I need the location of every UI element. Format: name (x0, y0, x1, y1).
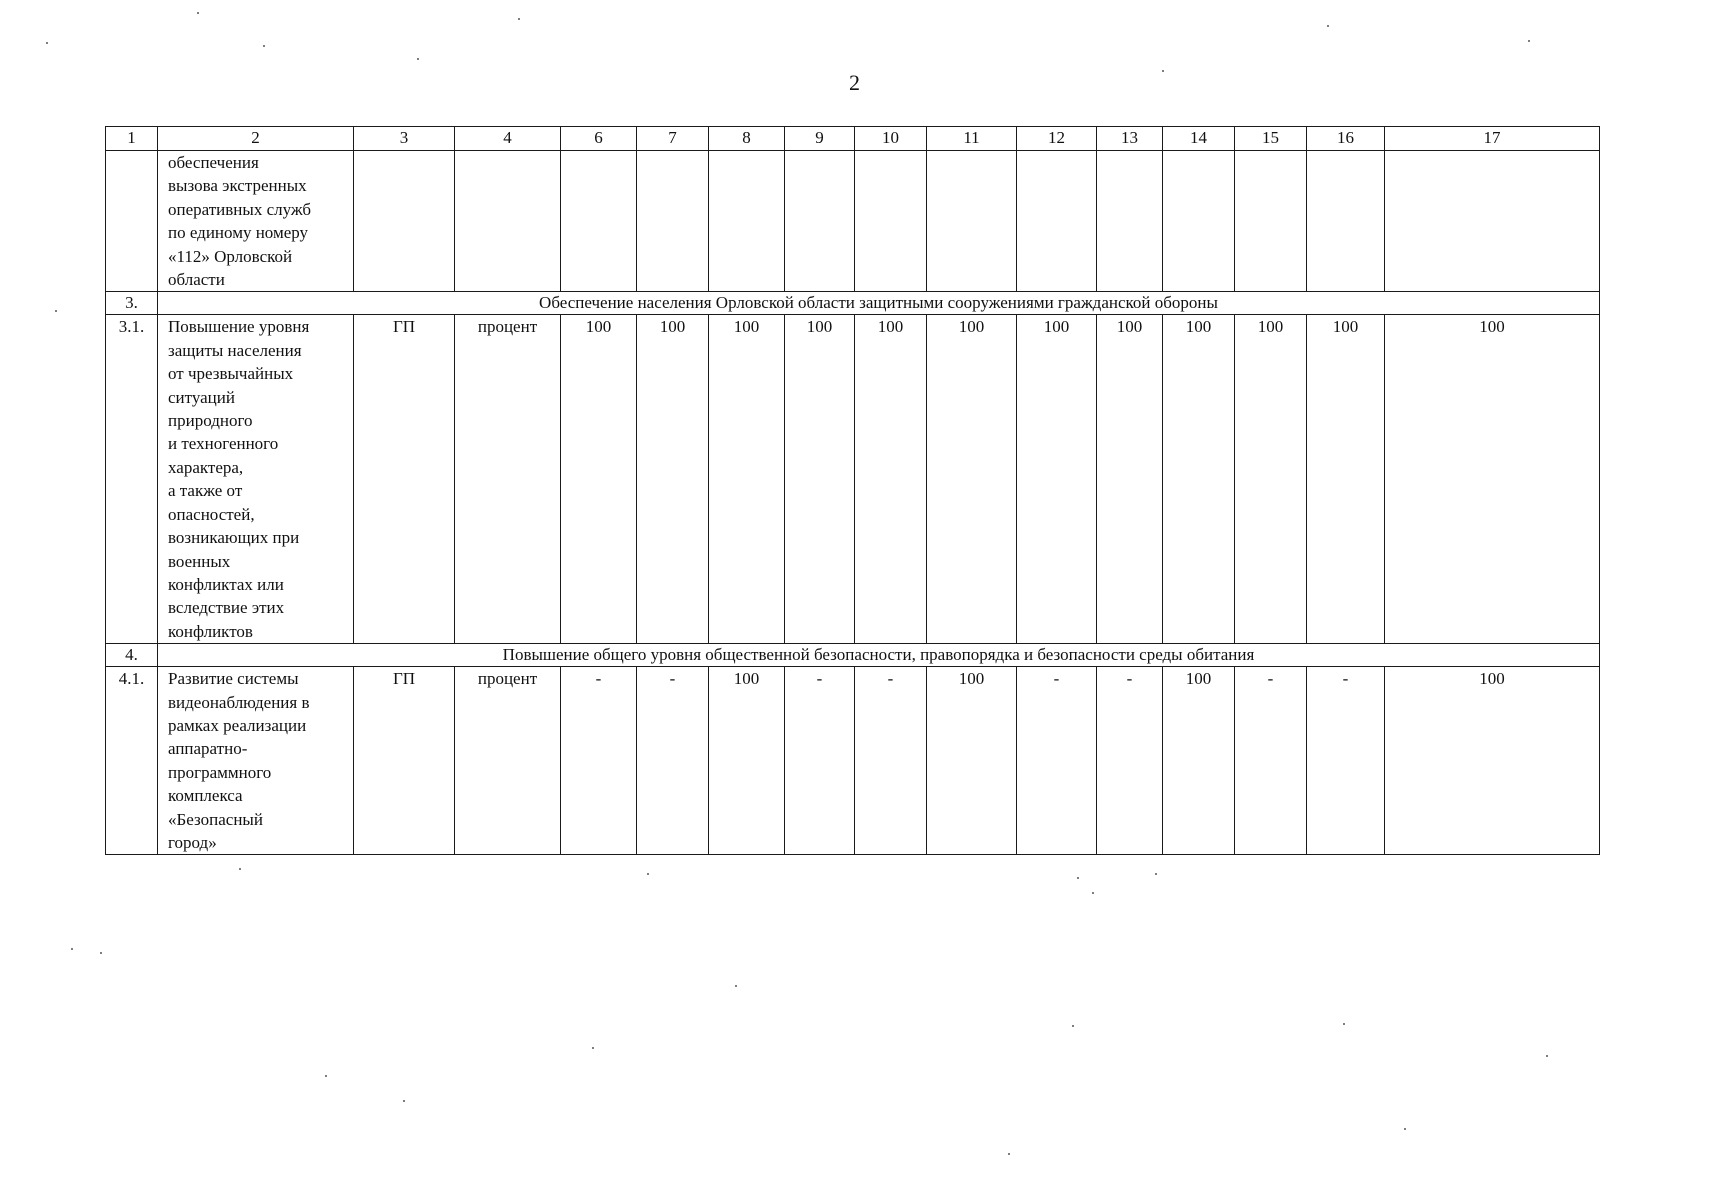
section-row (106, 644, 1600, 667)
indicator-value: 100 (1235, 315, 1307, 644)
scan-speck (239, 868, 241, 870)
indicator-value: - (561, 667, 637, 855)
row-number: 4.1. (106, 667, 158, 855)
scan-speck (1092, 892, 1094, 894)
scan-speck (1072, 1025, 1074, 1027)
indicator-value: - (1307, 667, 1385, 855)
header-cell: 1 (106, 127, 158, 151)
indicator-value (1235, 151, 1307, 292)
header-cell: 17 (1385, 127, 1600, 151)
header-cell: 6 (561, 127, 637, 151)
scan-speck (1008, 1153, 1010, 1155)
indicator-value (855, 151, 927, 292)
indicator-value: 100 (1163, 667, 1235, 855)
scan-speck (592, 1047, 594, 1049)
header-cell: 7 (637, 127, 709, 151)
indicator-unit: процент (455, 315, 561, 644)
indicator-value (637, 151, 709, 292)
table-row (106, 315, 1600, 644)
indicator-value: 100 (1017, 315, 1097, 644)
header-cell: 15 (1235, 127, 1307, 151)
indicator-value: - (855, 667, 927, 855)
header-cell: 8 (709, 127, 785, 151)
indicator-value (1017, 151, 1097, 292)
table-row (106, 667, 1600, 855)
indicator-value (561, 151, 637, 292)
scan-speck (403, 1100, 405, 1102)
header-row (106, 127, 1600, 151)
section-title: Обеспечение населения Орловской области защитными сооружениями гражданской обороны (158, 292, 1600, 315)
indicator-value: - (785, 667, 855, 855)
scan-speck (46, 42, 48, 44)
indicator-value: 100 (1097, 315, 1163, 644)
indicator-value: 100 (855, 315, 927, 644)
indicator-value: 100 (1163, 315, 1235, 644)
scan-speck (71, 948, 73, 950)
section-number: 4. (106, 644, 158, 667)
scan-speck (1077, 877, 1079, 879)
indicator-value (1385, 151, 1600, 292)
scan-speck (1162, 70, 1164, 72)
indicator-value: - (1235, 667, 1307, 855)
indicator-value (1307, 151, 1385, 292)
indicator-value: - (637, 667, 709, 855)
indicator-value: 100 (637, 315, 709, 644)
scan-speck (1546, 1055, 1548, 1057)
scan-speck (263, 45, 265, 47)
header-cell: 10 (855, 127, 927, 151)
indicator-unit (455, 151, 561, 292)
indicator-basis: ГП (354, 315, 455, 644)
indicator-value (927, 151, 1017, 292)
indicator-value: 100 (927, 315, 1017, 644)
scan-speck (518, 18, 520, 20)
scan-speck (1155, 873, 1157, 875)
indicator-value: 100 (785, 315, 855, 644)
indicator-unit: процент (455, 667, 561, 855)
indicator-name: обеспечения вызова экстренных оперативных служб по единому номеру «112» Орловской области (158, 151, 354, 292)
scan-speck (100, 952, 102, 954)
indicator-value: 100 (561, 315, 637, 644)
table-row-continuation (106, 151, 1600, 292)
scan-speck (1327, 25, 1329, 27)
indicator-value: - (1017, 667, 1097, 855)
scan-speck (1404, 1128, 1406, 1130)
header-cell: 11 (927, 127, 1017, 151)
indicator-value: 100 (1385, 315, 1600, 644)
indicator-name: Развитие системы видеонаблюдения в рамках реализации аппаратно- программного комплекса «Безопасный город» (158, 667, 354, 855)
indicator-basis (354, 151, 455, 292)
header-cell: 14 (1163, 127, 1235, 151)
header-cell: 13 (1097, 127, 1163, 151)
header-cell: 9 (785, 127, 855, 151)
header-cell: 16 (1307, 127, 1385, 151)
indicator-value: - (1097, 667, 1163, 855)
indicator-value: 100 (1385, 667, 1600, 855)
indicator-value: 100 (1307, 315, 1385, 644)
scan-speck (55, 310, 57, 312)
scan-speck (197, 12, 199, 14)
scan-speck (1343, 1023, 1345, 1025)
row-number: 3.1. (106, 315, 158, 644)
scan-speck (735, 985, 737, 987)
scan-speck (1528, 40, 1530, 42)
scan-speck (325, 1075, 327, 1077)
indicator-value (1097, 151, 1163, 292)
indicator-value: 100 (709, 315, 785, 644)
indicator-name: Повышение уровня защиты населения от чрезвычайных ситуаций природного и техногенного характера, а также от опасностей, возникающих при военных конфликтах или вследствие этих конфликтов (158, 315, 354, 644)
header-cell: 12 (1017, 127, 1097, 151)
indicator-value (709, 151, 785, 292)
page-number: 2 (849, 70, 860, 95)
header-cell: 4 (455, 127, 561, 151)
header-cell: 3 (354, 127, 455, 151)
header-cell: 2 (158, 127, 354, 151)
indicators-table (105, 126, 1600, 855)
indicator-value: 100 (927, 667, 1017, 855)
section-row (106, 292, 1600, 315)
section-title: Повышение общего уровня общественной безопасности, правопорядка и безопасности среды обитания (158, 644, 1600, 667)
indicator-basis: ГП (354, 667, 455, 855)
indicator-value (1163, 151, 1235, 292)
row-number (106, 151, 158, 292)
scan-speck (647, 873, 649, 875)
indicator-value: 100 (709, 667, 785, 855)
indicator-value (785, 151, 855, 292)
scan-speck (417, 58, 419, 60)
section-number: 3. (106, 292, 158, 315)
